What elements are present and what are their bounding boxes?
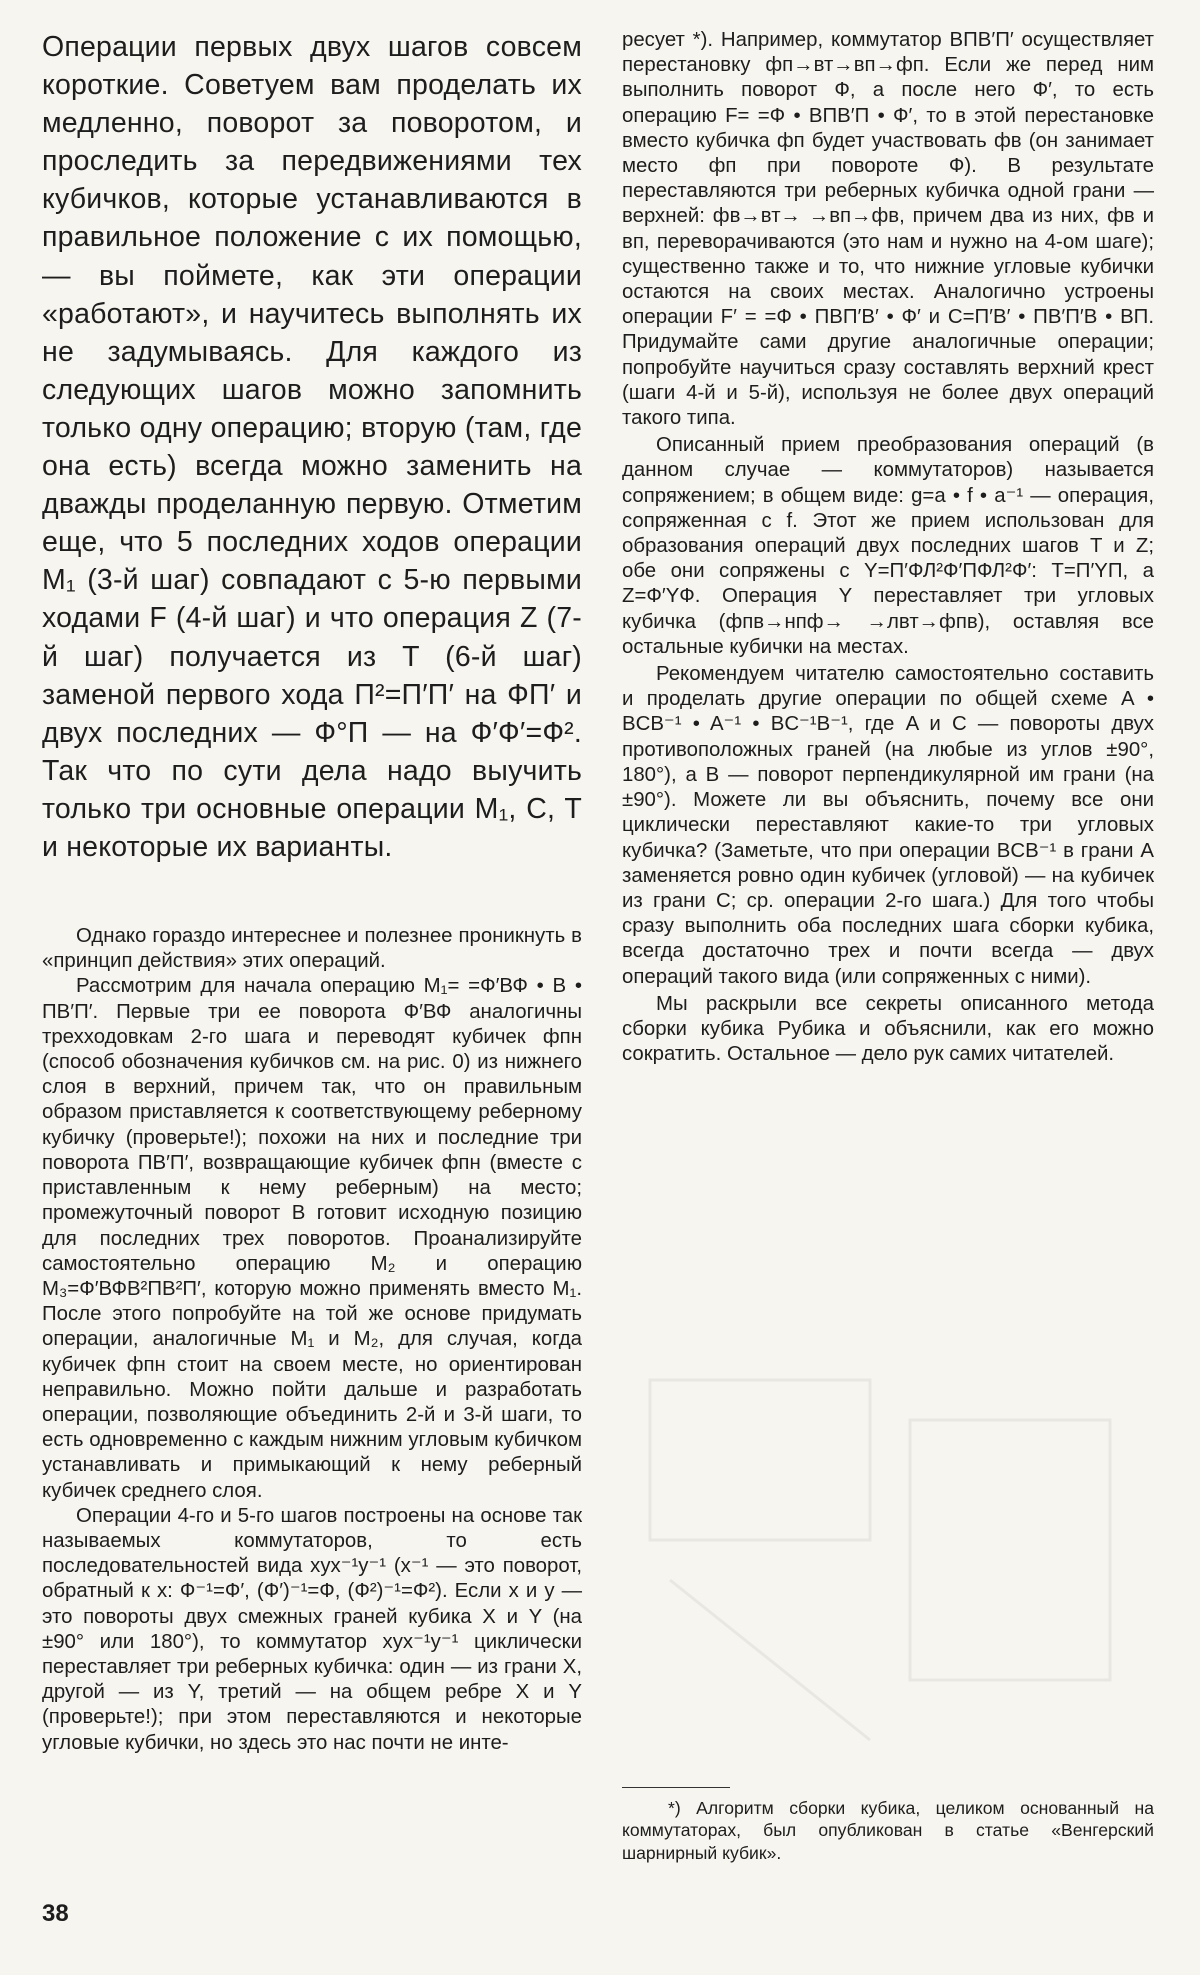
footnote-divider [622,1787,730,1788]
show-through-shadow [610,1340,1170,1770]
left-paragraph-2: Рассмотрим для начала операцию M₁= =Ф′ВФ • В • ПВ′П′. Первые три ее поворота Ф′ВФ аналогичны трехходовкам 2-го шага и переводят кубичек фпн (способ обозначения кубичков см. на рис. 0) из нижнего слоя в верхний, причем так, что он правильным образом приставляется к соответствующему реберному кубичку (проверьте!); похожи на них и последние три поворота ПВ′П′, возвращающие кубичек фпн (вместе с приставленным к нему реберным) на место; промежуточный поворот В готовит исходную позицию для последних трех поворотов. Проанализируйте самостоятельно операцию M₂ и операцию M₃=Ф′ВФВ²ПВ²П′, которую можно применять вместо M₁. После этого попробуйте на той же основе придумать операции, аналогичные M₁ и M₂, для случая, когда кубичек фпн стоит на своем месте, но ориентирован неправильно. Можно пойти дальше и разработать операции, позволяющие объединить 2-й и 3-й шаги, то есть одновременно с каждым нижним угловым кубичком устанавливать и примыкающий к нему реберный кубичек среднего слоя. [42,975,582,1502]
right-paragraph-2: Описанный прием преобразования операций (в данном случае — коммутаторов) называется сопряжением; в общем виде: g=a • f • a⁻¹ — операция, сопряженная с f. Этот же прием использован для образования операций двух последних шагов T и Z; обе они сопряжены с Y=П′ФЛ²Ф′ПФЛ²Ф′: T=П′YП, а Z=Ф′YФ. Операция Y переставляет три угловых кубичка (фпв→нпф→ →лвт→фпв), оставляя все остальные кубички на местах. [622,434,1154,658]
right-paragraph-4: Мы раскрыли все секреты описанного метода сборки кубика Рубика и объяснили, как его можно сократить. Остальное — дело рук самих читателей. [622,992,1154,1066]
left-paragraph-3: Операции 4-го и 5-го шагов построены на основе так называемых коммутаторов, то есть последовательностей вида xyx⁻¹y⁻¹ (x⁻¹ — это поворот, обратный к x: Ф⁻¹=Ф′, (Ф′)⁻¹=Ф, (Ф²)⁻¹=Ф²). Если x и y — это повороты двух смежных граней кубика X и Y (на ±90° или 180°), то коммутатор xyx⁻¹y⁻¹ циклически переставляет три реберных кубичка: один — из грани X, другой — из Y, третий — на общем ребре X и Y (проверьте!); при этом переставляются и некоторые угловые кубички, но здесь это нас почти не инте- [42,1504,582,1754]
page-number: 38 [42,1900,69,1927]
left-column [42,28,582,1756]
right-paragraph-1: ресует *). Например, коммутатор ВПВ′П′ осуществляет перестановку фп→вт→вп→фп. Если же перед ним выполнить поворот Ф, а после него Ф′, то есть операцию F= =Ф • ВПВ′П • Ф′, то в этой перестановке вместо кубичка фп будет участвовать фв (он занимает место фп при повороте Ф). В результате переставляются три реберных кубичка одной грани — верхней: фв→вт→ →вп→фв, причем два из них, фв и вп, переворачиваются (это нам и нужно на 4-ом шаге); существенно также и то, что нижние угловые кубички остаются на своих местах. Аналогично устроены операции F′ = =Ф • ПВП′В′ • Ф′ и C=П′В′ • ПВ′П′В • ВП. Придумайте сами другие аналогичные операции; попробуйте научиться сразу составлять верхний крест (шаги 4-й и 5-й), используя не более двух операций такого типа. [622,29,1154,430]
right-paragraph-3: Рекомендуем читателю самостоятельно составить и проделать другие операции по общей схеме A • BCB⁻¹ • A⁻¹ • BC⁻¹B⁻¹, где A и C — повороты двух противоположных граней (на любые из углов ±90°, 180°), а B — поворот перпендикулярной им грани (на ±90°). Можете ли вы объяснить, почему все они циклически переставляют какие-то три угловых кубичка? (Заметьте, что при операции BCB⁻¹ в грани A заменяется ровно один кубичек (угловой) — на кубичек из грани C; ср. операции 2-го шага.) Для того чтобы сразу выполнить оба последних шага сборки кубика, всегда достаточно трех и почти всегда — двух операций такого вида (или сопряженных с ними). [622,663,1154,988]
footnote: *) Алгоритм сборки кубика, целиком основанный на коммутаторах, был опубликован в статье «Венгерский шарнирный кубик». [622,1798,1154,1863]
lead-paragraph: Операции первых двух шагов совсем короткие. Советуем вам проделать их медленно, поворот за поворотом, и проследить за передвижениями тех кубичков, которые устанавливаются в правильное положение с их помощью, — вы поймете, как эти операции «работают», и научитесь выполнять их не задумываясь. Для каждого из следующих шагов можно запомнить только одну операцию; вторую (там, где она есть) всегда можно заменить на дважды проделанную первую. Отметим еще, что 5 последних ходов операции M₁ (3-й шаг) совпадают с 5-ю первыми ходами F (4-й шаг) и что операция Z (7-й шаг) получается из T (6-й шаг) заменой первого хода П²=П′П′ на ФП′ и двух последних — Ф°П — на Ф′Ф′=Ф². Так что по сути дела надо выучить только три основные операции M₁, C, T и некоторые их варианты. [42,31,582,863]
right-column [622,28,1154,1067]
left-paragraph-1: Однако гораздо интереснее и полезнее проникнуть в «принцип действия» этих операций. [42,925,582,973]
